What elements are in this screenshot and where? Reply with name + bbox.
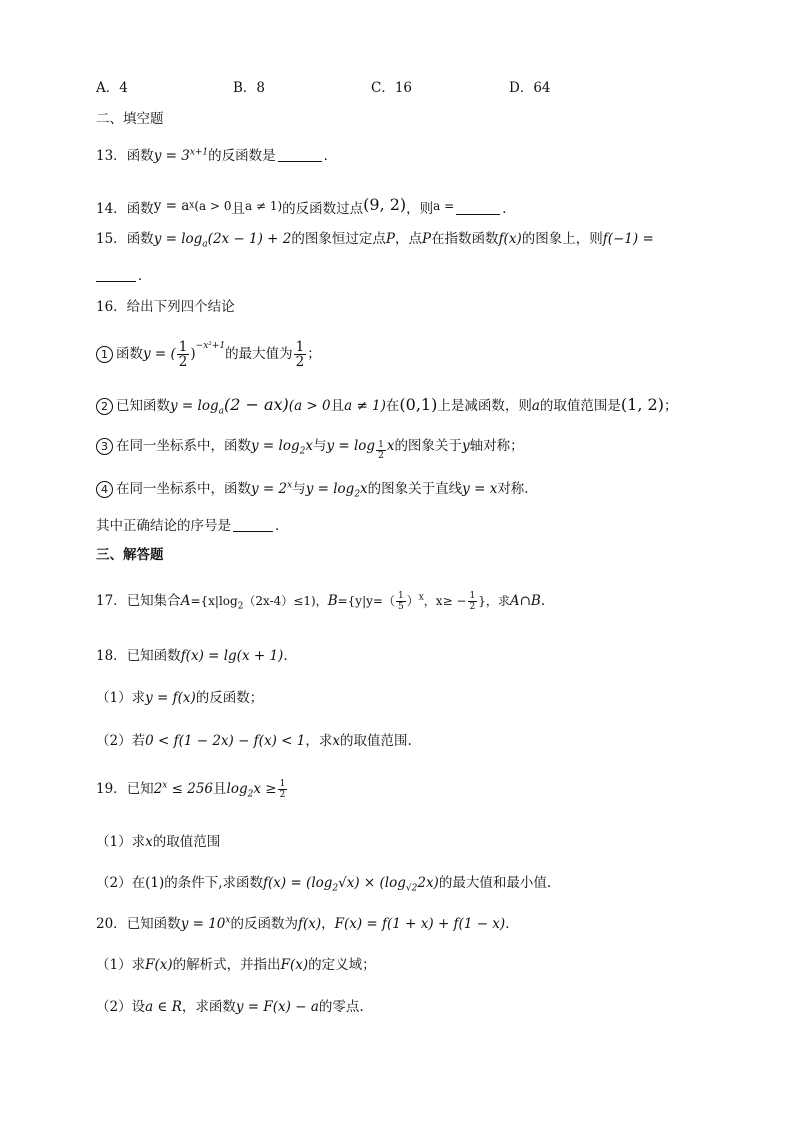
q15-mid2: ，点 [394,231,422,247]
q20-Fx: F(x) = f(1 + x) + f(1 − x) [334,916,506,932]
q16-s2-mid: 在 [385,398,400,414]
q14-number: 14． [96,201,127,217]
q13-number: 13． [96,148,127,164]
q16-s1-max-num: 1 [295,339,305,355]
q18-number: 18． [96,648,127,664]
q15-number: 15． [96,231,127,247]
q14-point: (9, 2) [363,195,407,214]
q16-s3-marker: 3 [96,438,113,455]
q19-frac-num: 1 [279,779,286,789]
q17-end: . [540,593,546,609]
q17-prefix: 已知集合 [126,593,181,609]
q16-s1-base-frac [177,340,190,369]
q16-s2-mid3: 的取值范围是 [539,398,621,414]
q16-statement-3 [96,436,524,461]
q16-s2-base: a [218,406,224,417]
option-b: B．8 [233,80,266,96]
q13-answer-blank[interactable] [278,147,322,162]
q16-s1-base-den: 2 [178,354,188,370]
q16-s3-base-num: 1 [378,440,384,450]
q15-point-p2: P [421,231,432,247]
q16-closing-end: ． [275,518,289,534]
q16-s3-base-frac [376,440,386,461]
q16-s2-end: ； [663,398,678,414]
q20-p1-c: 的定义域； [308,957,376,973]
q16-s4-line: y = x [462,481,498,497]
q18-prefix: 已知函数 [126,648,181,664]
q16-s2-range: (1, 2) [620,395,664,414]
q16-s2-expr: y = log [170,398,219,414]
q20-comma: ， [321,916,335,932]
q16-s3-expr1: y = log [251,438,300,454]
q17-set-b-def2: ） [406,594,419,608]
question-15-cont [96,266,152,286]
q20-mid: 的反函数为 [230,916,298,932]
q16-s4-mid: 的图象关于直线 [367,481,463,497]
q16-s3-end: 轴对称； [469,438,524,454]
q19-expr2: log [226,781,248,797]
q20-p2-expr2: y = F(x) − a [235,999,319,1015]
q19-p2-b: 的最大值和最小值. [438,875,552,891]
q16-s3-base1: 2 [299,446,306,457]
q15-f-minus-one: f(−1) = [602,231,654,247]
q19-prefix: 已知 [126,781,154,797]
q19-p1-x: x [145,834,153,850]
q20-p2-expr: a ∈ R [145,999,182,1015]
q19-expr1: 2 [153,781,163,797]
q19-p2-base1: 2 [332,883,339,894]
q18-p1-number: （1） [96,690,132,706]
q15-answer-blank[interactable] [96,267,136,282]
question-16-title: 16．给出下列四个结论 [96,299,235,315]
q16-s1-max-frac [294,340,307,369]
q18-expr: f(x) = lg(x + 1) [180,648,284,664]
q18-p1-b: 的反函数； [195,690,264,706]
q19-expr1b: ≤ 256 [167,781,214,797]
q17-frac-den: 5 [397,602,404,612]
q16-statement-4 [96,479,538,499]
q16-s3-expr2: y = log [326,438,376,454]
q17-set-a-def: ={x|log [190,594,238,608]
q16-s2-cond2: a ≠ 1) [344,398,386,414]
q20-p2-c: 的零点. [318,999,364,1015]
q14-and: 且 [231,201,245,217]
question-14 [96,195,516,219]
q17-intersection: A∩B [509,593,541,609]
q14-end: ． [502,201,516,217]
q14-mid: 的反函数过点 [282,201,364,217]
q15-prefix: 函数 [126,231,154,247]
q20-p1-F2: F(x) [280,957,309,973]
q20-number: 20． [96,916,127,932]
q16-s2-a: a [531,398,540,414]
q20-prefix: 已知函数 [126,916,181,932]
q16-s4-x: x [360,481,368,497]
q15-end: ． [138,268,152,284]
q20-fx: f(x) [297,916,322,932]
q16-s4-prefix: 在同一坐标系中，函数 [116,481,251,497]
q20-p2-a: 设 [131,999,146,1015]
q20-exp: x [225,915,231,926]
q13-prefix: 函数 [126,148,154,164]
q19-p2-number: （2） [96,875,132,891]
q15-arg: (2x − 1) + 2 [207,231,292,247]
q17-frac2-num: 1 [469,591,476,601]
q14-cond2: a ≠ 1) [245,199,283,213]
q16-s4-expr2: y = log [305,481,355,497]
q16-s1-exp: −x²+1 [195,341,226,351]
q19-p2-arg2: 2x) [417,875,439,891]
q16-s3-x2: x [386,438,395,454]
q16-s3-x1: x [305,438,313,454]
q20-end: ． [505,916,519,932]
q17-set-b: B [327,593,338,609]
q20-p2-b: ，求函数 [181,999,236,1015]
question-15 [96,229,654,249]
q16-s2-marker: 2 [96,398,113,415]
q16-statement-2 [96,395,677,416]
option-a: A．4 [96,80,128,96]
q19-part-1 [96,832,220,852]
q19-number: 19． [96,781,127,797]
q17-base: 2 [237,601,244,612]
q16-s2-arg: (2 − ax) [223,395,289,414]
q18-p1-expr: y = f(x) [145,690,196,706]
section-solutions: 三、解答题 [96,547,164,563]
q16-s4-end: 对称． [497,481,538,497]
q18-p2-a: 若 [131,733,146,749]
q15-point-p: P [385,231,395,247]
q20-part-1 [96,955,376,975]
q20-part-2 [96,997,364,1017]
q19-p1-number: （1） [96,834,132,850]
q19-x: x ≥ [253,781,277,797]
q16-s3-with: 与 [312,438,327,454]
q16-s4-with: 与 [292,481,306,497]
option-c: C．16 [371,80,413,96]
q16-s2-prefix: 已知函数 [116,398,170,414]
q19-p2-expr1: f(x) = (log [263,875,333,891]
q13-expr: y = 3 [153,148,190,164]
q16-s3-prefix: 在同一坐标系中，函数 [116,438,251,454]
q17-set-b-def4: }，求 [478,594,510,608]
q16-s1-y: y = ( [143,346,176,362]
q16-closing-text: 其中正确结论的序号是 [96,518,231,534]
q20-p1-number: （1） [96,957,132,973]
q18-part-2 [96,731,412,751]
q16-s2-interval: (0,1) [399,395,438,414]
q18-p1-a: 求 [131,690,146,706]
q15-mid1: 的图象恒过定点 [291,231,386,247]
q17-frac-1-5 [396,591,406,612]
question-13 [96,146,337,166]
q18-p2-c: 的取值范围. [339,733,412,749]
question-19 [96,779,288,800]
q16-s1-prefix: 函数 [116,346,143,362]
q17-exp-x: x [418,592,424,603]
q16-s1-base-num: 1 [178,339,188,355]
q17-frac-num: 1 [397,591,404,601]
q20-p1-b: 的解析式，并指出 [172,957,281,973]
q16-s4-base: 2 [354,489,361,500]
q19-exp: x [162,780,168,791]
q14-var: a = [433,199,455,213]
q18-p2-x: x [332,733,340,749]
q13-end: ． [323,148,338,164]
q17-frac-1-2 [468,591,478,612]
q13-suffix: 的反函数是 [208,148,276,164]
q19-p1-b: 的取值范围 [152,834,221,850]
q16-s2-and: 且 [330,398,345,414]
q18-p2-expr: 0 < f(1 − 2x) − f(x) < 1 [145,733,306,749]
q17-set-b-def1: ={y|y=（ [337,594,395,608]
q16-s3-mid: 的图象关于 [394,438,462,454]
q16-statement-1 [96,340,321,369]
q14-prefix: 函数 [126,201,154,217]
q16-s1-max-den: 2 [295,354,305,370]
q15-fx: f(x) [498,231,522,247]
q19-p2-base2: √2 [405,883,418,894]
q15-expr: y = log [153,231,203,247]
q16-s4-marker: 4 [96,481,113,498]
q17-arg-a: （2x-4）≤1)， [243,594,328,608]
q19-p2-a: 在(1)的条件下,求函数 [131,875,264,891]
q19-part-2 [96,873,551,893]
q20-p2-number: （2） [96,999,132,1015]
q18-p2-b: ，求 [305,733,333,749]
q16-s3-base-den: 2 [378,451,384,461]
q19-and: 且 [213,781,227,797]
q14-answer-blank[interactable] [456,200,500,215]
q16-s4-exp: x [287,480,293,491]
q16-s1-end: ； [307,346,321,362]
q16-s3-axis: y [461,438,470,454]
q19-p2-arg1: √x) × (log [338,875,406,891]
q16-closing [96,516,289,536]
q16-s1-close: ) [190,346,196,362]
option-d: D．64 [509,80,551,96]
q20-p1-F1: F(x) [145,957,173,973]
question-18 [96,646,288,666]
q17-set-b-def3: ，x≥ − [423,594,467,608]
q18-end: . [283,648,288,664]
q19-p1-a: 求 [131,834,146,850]
q15-mid3: 在指数函数 [431,231,499,247]
section-fill-in: 二、填空题 [96,111,164,127]
q18-part-1 [96,688,263,708]
q16-s1-marker: 1 [96,346,113,363]
q13-exp: x+1 [189,147,209,158]
q20-expr1: y = 10 [180,916,226,932]
question-17 [96,591,545,612]
q17-number: 17． [96,593,127,609]
q17-set-a: A [180,593,191,609]
q19-base: 2 [247,789,254,800]
q14-exp: x [189,200,195,211]
q14-cond1: (a > 0 [194,199,232,213]
q16-s2-cond: (a > 0 [288,398,331,414]
question-20 [96,914,519,934]
q19-frac-den: 2 [279,790,286,800]
q15-base: a [202,239,208,250]
q14-tail: ，则 [406,201,434,217]
q16-s1-mid: 的最大值为 [225,346,293,362]
q20-p1-a: 求 [131,957,146,973]
q15-mid4: 的图象上，则 [521,231,603,247]
q16-s4-expr1: y = 2 [251,481,288,497]
q16-s2-mid2: 上是减函数，则 [437,398,532,414]
q19-frac [278,779,288,800]
q16-answer-blank[interactable] [233,517,273,532]
q14-expr: y = a [153,198,190,214]
q17-frac2-den: 2 [469,602,476,612]
q18-p2-number: （2） [96,733,132,749]
